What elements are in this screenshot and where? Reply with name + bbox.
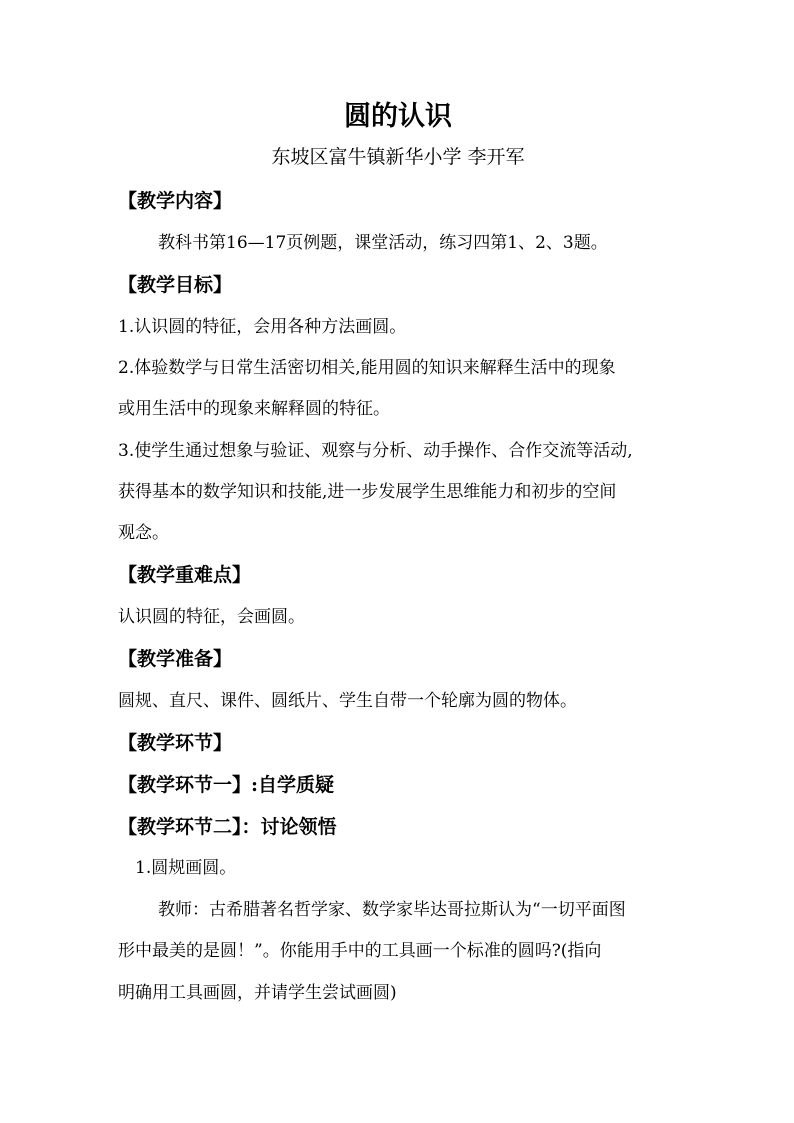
goal-3-line-2: 获得基本的数学知识和技能,进一步发展学生思维能力和初步的空间 — [118, 482, 617, 502]
goal-1: 1.认识圆的特征，会用各种方法画圆。 — [118, 317, 407, 337]
teacher-line-1: 教师：古希腊著名哲学家、数学家毕达哥拉斯认为“一切平面图 — [158, 900, 626, 920]
step-2-item-1: 1.圆规画圆。 — [135, 858, 237, 878]
content-text: 教科书第16—17页例题，课堂活动，练习四第1、2、3题。 — [158, 233, 608, 253]
preparation-text: 圆规、直尺、课件、圆纸片、学生自带一个轮廓为圆的物体。 — [118, 691, 577, 711]
goal-2-line-1: 2.体验数学与日常生活密切相关,能用圆的知识来解释生活中的现象 — [118, 358, 616, 378]
teacher-line-2: 形中最美的是圆！”。你能用手中的工具画一个标准的圆吗?(指向 — [118, 941, 602, 961]
keypoints-text: 认识圆的特征，会画圆。 — [118, 607, 305, 627]
goal-2-line-2: 或用生活中的现象来解释圆的特征。 — [118, 399, 390, 419]
document-author: 东坡区富牛镇新华小学 李开军 — [271, 146, 525, 168]
section-heading-content: 【教学内容】 — [118, 190, 233, 212]
step-1-heading: 【教学环节一】:自学质疑 — [118, 774, 335, 796]
goal-3-line-1: 3.使学生通过想象与验证、观察与分析、动手操作、合作交流等活动, — [118, 441, 633, 461]
section-heading-keypoints: 【教学重难点】 — [118, 564, 252, 586]
step-2-heading: 【教学环节二】：讨论领悟 — [118, 816, 337, 838]
goal-3-line-3: 观念。 — [118, 523, 169, 543]
document-title: 圆的认识 — [344, 101, 452, 132]
section-heading-preparation: 【教学准备】 — [118, 648, 233, 670]
section-heading-steps: 【教学环节】 — [118, 732, 233, 754]
teacher-line-3: 明确用工具画圆，并请学生尝试画圆) — [118, 983, 397, 1003]
section-heading-goals: 【教学目标】 — [118, 274, 233, 296]
